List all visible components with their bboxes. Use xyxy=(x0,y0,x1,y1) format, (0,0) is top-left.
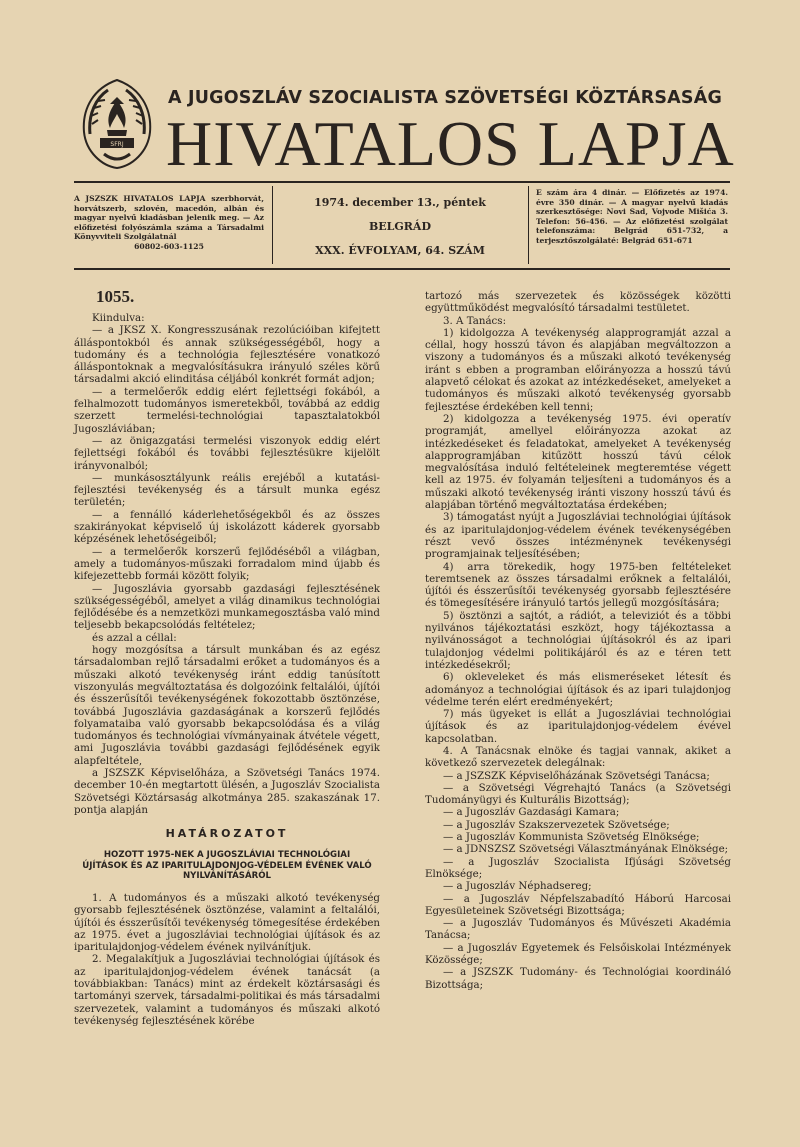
paragraph: tartozó más szervezetek és közösségek közötti együttműködést megvalósító társadalmi testületet. xyxy=(425,290,731,315)
left-column xyxy=(74,288,380,1027)
paragraph: és azzal a céllal: xyxy=(92,631,177,644)
member-item: — a JDNSZSZ Szövetségi Választmányának Elnöksége; xyxy=(443,843,729,856)
member-item: — a Jugoszláv Tudományos és Művészeti Akadémia Tanácsa; xyxy=(425,917,731,942)
paragraph: 5) ösztönzi a sajtót, a rádiót, a televiziót és a többi nyilvános tájékoztatási eszközt, hogy tájékoztassa a nyilvánosságot a technológiai újításokról és az ipari tulajdonjog védelmi politikájáról és az e téren tett intézkedésekről; xyxy=(425,609,731,671)
paragraph: Kiindulva: xyxy=(92,312,145,324)
resolution-heading: HATÁROZATOT xyxy=(165,827,289,841)
header-rule-top xyxy=(74,181,730,183)
masthead-title: HIVATALOS LAPJA xyxy=(166,108,735,179)
paragraph: 7) más ügyeket is ellát a Jugoszláviai technológiai újítások és az iparitulajdonjog-védelem évével kapcsolatban. xyxy=(425,708,731,745)
right-column xyxy=(425,290,731,991)
header-divider-right xyxy=(528,186,529,264)
masthead-supertitle: A JUGOSZLÁV SZOCIALISTA SZÖVETSÉGI KÖZTÁRSASÁG xyxy=(168,88,723,108)
paragraph: 1) kidolgozza A tevékenység alapprogramját azzal a céllal, hogy hosszú távon és alapjában megváltozzon a viszony a tudományos és a műszaki alkotó tevékenység iránt s ebben a programban előirányozza a hosszú távú alapvető célokat és azokat az intézkedéseket, amelyeket a tudományos és műszaki alkotó tevékenység gyorsabb fejlesztése érdekében kell tenni; xyxy=(425,326,731,413)
document-title: HOZOTT 1975-NEK A JUGOSZLÁVIAI TECHNOLÓGIAI ÚJÍTÁSOK ÉS AZ IPARITULAJDONJOG-VÉDELEM ÉVÉNEK VALÓ NYILVÁNÍTÁSÁRÓL xyxy=(82,850,372,882)
paragraph: hogy mozgósítsa a társult munkában és az egész társadalomban rejlő társadalmi erőket a tudományos és a műszaki alkotó tevékenység iránt eddig tanúsított viszonyulás megváltoztatása és dolgozóink feltalálói, újítói és ésszerűsítői tevékenységének fokozottabb ösztönzése, továbbá Jugoszlávia gazdaságának a korszerű fejlődés folyamataiba való gyorsabb bekapcsolódása és a világ tudományos és technológiai vívmányainak átvétele végett, ami Jugoszlávia további gazdasági fejlődésének egyik alapfeltétele, xyxy=(74,644,380,767)
member-item: — a Jugoszláv Egyetemek és Felsőiskolai Intézmények Közössége; xyxy=(425,941,731,967)
header-rule-bottom xyxy=(74,268,730,270)
member-item: — a Jugoszláv Kommunista Szövetség Elnöksége; xyxy=(443,831,700,844)
member-item: — a Jugoszláv Szocialista Ifjúsági Szövetség Elnöksége; xyxy=(425,855,731,880)
issue-volume: XXX. ÉVFOLYAM, 64. SZÁM xyxy=(315,244,485,257)
paragraph: — Jugoszlávia gyorsabb gazdasági fejlesztésének szükségességéből, amelyet a világ dinamikus technológiai fejlődésébe és a nemzetközi munkamegosztásba való mind teljesebb bekapcsolódás feltételez; xyxy=(74,582,380,632)
issue-date: 1974. december 13., péntek xyxy=(314,196,486,209)
paragraph: 6) okleveleket és más elismeréseket létesít és adományoz a technológiai újítások és az ipari tulajdonjog védelme terén elért eredményekért; xyxy=(425,671,731,708)
member-item: — a Jugoszláv Gazdasági Kamara; xyxy=(443,806,620,819)
member-item: — a JSZSZK Tudomány- és Technológiai koordináló Bizottsága; xyxy=(425,966,731,991)
paragraph: — a termelőerők eddig elért fejlettségi fokából, a felhalmozott tudományos ismeretekből, továbbá az eddig szerzett termelési-technológiai tapasztalatokból Jugoszláviában; xyxy=(74,385,380,435)
paragraph: — a termelőerők korszerű fejlődéséből a világban, amely a tudományos-műszaki forradalom mind újabb és kifejezettebb formái között folyik; xyxy=(74,545,380,583)
member-item: — a Jugoszláv Népfelszabadító Háború Harcosai Egyesületeinek Szövetségi Bizottsága; xyxy=(425,892,731,917)
price-info: E szám ára 4 dinár. — Előfizetés az 1974. évre 350 dinár. — A magyar nyelvű kiadás szerkesztősége: Novi Sad, Vojvode Mišića 3. Telefon: 56-456. — Az előfizetési szolgálat telefonszáma: Belgrád 651-732, a terjesztőszolgálaté: Belgrád 651-671 xyxy=(536,188,728,245)
paragraph: a JSZSZK Képviselőháza, a Szövetségi Tanács 1974. december 10-én megtartott ülésén, a Jugoszláv Szocialista Szövetségi Köztársaság alkotmánya 285. szakaszának 17. pontja alapján xyxy=(74,766,380,816)
account-number: 60802-603-1125 xyxy=(134,241,204,251)
member-item: — a Jugoszláv Szakszervezetek Szövetsége; xyxy=(443,818,670,831)
paragraph: 4) arra törekedik, hogy 1975-ben feltételeket teremtsenek az összes társadalmi erőknek a feltalálói, újítói és ésszerűsítői tevékenység gyorsabb fejlesztésére és tömegesítésére irányuló tartós jellegű mozgósítására; xyxy=(425,560,731,610)
header-divider-left xyxy=(272,186,273,264)
member-item: — a Szövetségi Végrehajtó Tanács (a Szövetségi Tudományügyi és Kulturális Bizottság); xyxy=(425,781,731,807)
act-number: 1055. xyxy=(96,287,135,306)
paragraph: 3) támogatást nyújt a Jugoszláviai technológiai újítások és az iparitulajdonjog-védelem évének tevékenységében részt vevő összes intézménynek tevékenységi programjainak teljesítésében; xyxy=(425,511,731,561)
issue-place: BELGRÁD xyxy=(368,220,432,233)
emblem-text: SFRJ xyxy=(110,141,124,148)
paragraph: — a JKSZ X. Kongresszusának rezolúcióiban kifejtett álláspontokból és annak szükségességéből, hogy a tudomány és a technológia fejlesztésére vonatkozó álláspontoknak a megvalósításukra irányuló széles körű társadalmi akció elinditása céljából konkrét formát adjon; xyxy=(74,324,380,386)
section-3-heading: 3. A Tanács: xyxy=(443,314,507,327)
issue-info xyxy=(280,196,520,268)
publication-info-text: A JSZSZK HIVATALOS LAPJA szerbhorvát, horvátszerb, szlovén, macedón, albán és magyar nyelvű kiadásban jelenik meg. — Az előfizetési folyószámla száma a Társadalmi Könyvviteli Szolgálatnál xyxy=(74,194,264,242)
publication-info xyxy=(74,194,264,252)
paragraph: — az önigazgatási termelési viszonyok eddig elért fejlettségi fokából és további fejlesztésükre kijelölt irányvonalból; xyxy=(74,434,380,472)
state-emblem-icon xyxy=(74,74,160,172)
paragraph: 2) kidolgozza a tevékenység 1975. évi operatív programját, amellyel előirányozza azokat az intézkedéseket és feladatokat, amelyeket A tevékenység alapprogramjában kitűzött hosszú távú célok megvalósítása induló feltételeinek megteremtése végett kell az 1975. év folyamán teljesíteni a tudományos és a műszaki alkotó tevékenység iránti viszony hosszú távú és alapjában történő megváltoztatása érdekében; xyxy=(425,412,731,512)
member-item: — a Jugoszláv Néphadsereg; xyxy=(443,880,592,893)
section-1: 1. A tudományos és a műszaki alkotó tevékenység gyorsabb fejlesztésének ösztönzése, valamint a feltalálói, újítói és ésszerűsítői tevékenység tömegesítése érdekében az 1975. évet a jugoszláviai technológiai újítások és az iparitulajdonjog-védelem évének nyilvánítjuk. xyxy=(74,891,380,954)
paragraph: — munkásosztályunk reális erejéből a kutatási-fejlesztési tevékenység és a társult munka egész területén; xyxy=(74,471,380,509)
paragraph: — a fennálló káderlehetőségekből és az összes szakirányokat képviselő új iskolázott káderek gyorsabb képzésének lehetőségeiből; xyxy=(74,508,380,546)
section-4: 4. A Tanácsnak elnöke és tagjai vannak, akiket a következő szervezetek delegálnak: xyxy=(425,744,731,770)
member-item: — a JSZSZK Képviselőházának Szövetségi Tanácsa; xyxy=(443,769,710,782)
section-2: 2. Megalakítjuk a Jugoszláviai technológiai újítások és az iparitulajdonjog-védelem évének tanácsát (a továbbiakban: Tanács) mint az érdekelt köztársasági és tartományi szervek, társadalmi-politikai és más társadalmi szervezetek, valamint a tudományos és műszaki alkotó tevékenység fejlesztésének körébe xyxy=(74,953,380,1027)
